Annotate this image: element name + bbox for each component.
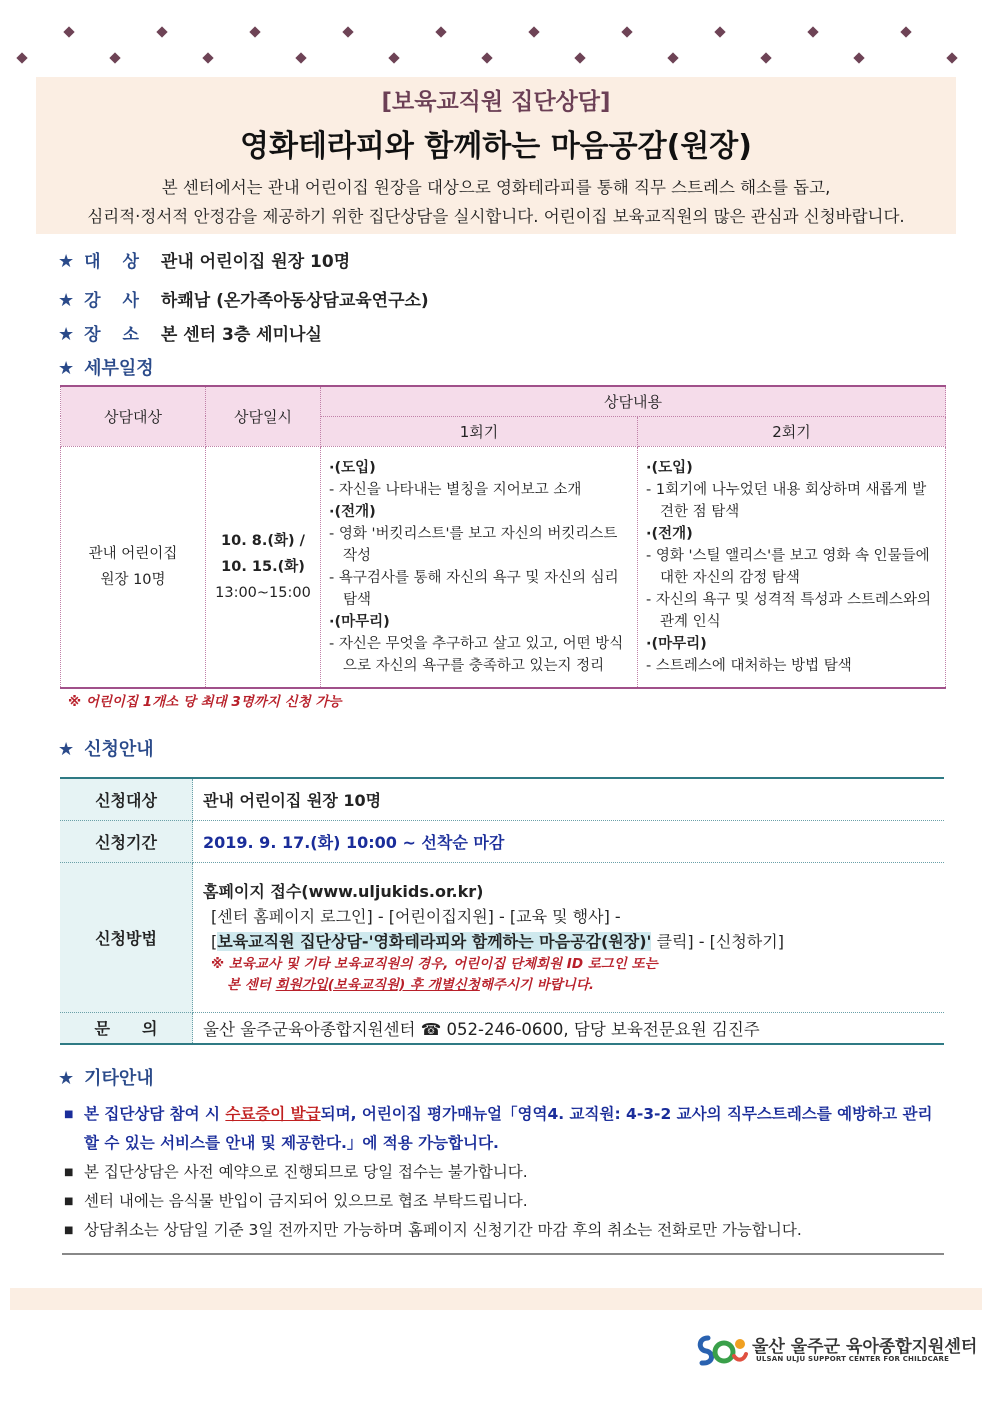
diamond-icon	[667, 52, 678, 63]
session1-content: ·(도입) - 자신을 나타내는 별칭을 지어보고 소개 ·(전개) - 영화 '버킷리스트'를 보고 자신의 버킷리스트 작성 - 욕구검사를 통해 자신의 욕구 및 자신의 심리 탐색 ·(마무리) - 자신은 무엇을 추구하고 살고 있고, 어떤 방식으로 자신의 욕구를 충족하고 있는지 정리	[321, 446, 638, 688]
col-header-target: 상담대상	[61, 386, 206, 446]
diamond-icon	[435, 26, 446, 37]
star-icon: ★	[58, 739, 75, 760]
diamond-icon	[388, 52, 399, 63]
page-subtitle: [보육교직원 집단상담]	[381, 89, 611, 115]
phone-icon: ☎	[420, 1019, 442, 1039]
logo-name: 울산 울주군 육아종합지원센터	[752, 1337, 978, 1357]
diamond-icon	[342, 26, 353, 37]
etc-list	[62, 1100, 944, 1255]
footer-band	[10, 1288, 982, 1310]
apply-period-label: 신청기간	[60, 820, 193, 862]
logo-subtitle: ULSAN ULJU SUPPORT CENTER FOR CHILDCARE	[756, 1355, 950, 1363]
star-icon: ★	[58, 251, 75, 272]
apply-target-label: 신청대상	[60, 778, 193, 820]
apply-method-note-1: ※ 보육교사 및 기타 보육교직원의 경우, 어린이집 단체회원 ID 로그인 또는	[211, 955, 658, 972]
star-icon: ★	[58, 290, 75, 311]
diamond-icon	[528, 26, 539, 37]
info-place-value: 본 센터 3층 세미나실	[160, 325, 322, 345]
diamond-icon	[156, 26, 167, 37]
apply-contact-value: 울산 울주군육아종합지원센터 ☎ 052-246-0600, 담당 보육전문요원 김진주	[193, 1012, 945, 1044]
schedule-note: ※ 어린이집 1개소 당 최대 3명까지 신청 가능	[68, 694, 342, 710]
schedule-table	[60, 385, 946, 689]
apply-period-value: 2019. 9. 17.(화) 10:00 ~ 선착순 마감	[193, 820, 945, 862]
diamond-icon	[900, 26, 911, 37]
etc-item-3: ■ 센터 내에는 음식물 반입이 금지되어 있으므로 협조 부탁드립니다.	[62, 1187, 944, 1216]
diamond-icon	[481, 52, 492, 63]
diamond-icon	[574, 52, 585, 63]
apply-path-line2: [보육교직원 집단상담-'영화테라피와 함께하는 마음공감(원장)' 클릭] - [신청하기]	[211, 931, 784, 951]
col-header-session2: 2회기	[638, 416, 946, 446]
diamond-icon	[853, 52, 864, 63]
apply-method-value	[193, 862, 945, 1012]
etc-item-4: ■ 상담취소는 상담일 기준 3일 전까지만 가능하며 홈페이지 신청기간 마감 후의 취소는 전화로만 가능합니다.	[62, 1216, 944, 1245]
diamond-icon	[202, 52, 213, 63]
diamond-icon	[946, 52, 957, 63]
diamond-icon	[295, 52, 306, 63]
col-header-date: 상담일시	[206, 386, 321, 446]
session2-content: ·(도입) - 1회기에 나누었던 내용 회상하며 새롭게 발견한 점 탐색 ·(전개) - 영화 '스틸 앨리스'를 보고 영화 속 인물들에 대한 자신의 감정 탐색 - 자신의 욕구 및 성격적 특성과 스트레스와의 관계 인식 ·(마무리) - 스트레스에 대처하는 방법 탐색	[638, 446, 946, 688]
apply-method-label: 신청방법	[60, 862, 193, 1012]
apply-target-value: 관내 어린이집 원장 10명	[193, 778, 945, 820]
info-lecturer-label: 강 사	[84, 291, 147, 311]
etc-item-2: ■ 본 집단상담은 사전 예약으로 진행되므로 당일 접수는 불가합니다.	[62, 1158, 944, 1187]
star-icon: ★	[58, 1068, 75, 1089]
intro-line-1: 본 센터에서는 관내 어린이집 원장을 대상으로 영화테라피를 통해 직무 스트레스 해소를 돕고,	[161, 178, 831, 197]
diamond-icon	[621, 26, 632, 37]
col-header-session1: 1회기	[321, 416, 638, 446]
header-banner	[36, 77, 956, 234]
page-title: 영화테라피와 함께하는 마음공감(원장)	[240, 129, 752, 164]
etc-item-1: ■ 본 집단상담 참여 시 수료증이 발급되며, 어린이집 평가매뉴얼「영역4. 교직원: 4-3-2 교사의 직무스트레스를 예방하고 관리할 수 있는 서비스를 안내 및 제공한다.」에 적용 가능합니다.	[62, 1100, 944, 1158]
logo-mark-icon	[694, 1330, 750, 1370]
apply-section-title: ★ 신청안내	[58, 739, 154, 760]
center-logo	[694, 1330, 978, 1370]
intro-text	[36, 173, 956, 231]
homepage-link[interactable]: 홈페이지 접수(www.uljukids.or.kr)	[203, 881, 484, 901]
info-lecturer	[58, 286, 429, 311]
decorative-diamond-row	[0, 22, 992, 62]
apply-contact-label: 문 의	[60, 1012, 193, 1044]
diamond-icon	[63, 26, 74, 37]
apply-table	[60, 777, 944, 1045]
diamond-icon	[249, 26, 260, 37]
diamond-icon	[807, 26, 818, 37]
info-target	[58, 247, 350, 272]
diamond-icon	[714, 26, 725, 37]
diamond-icon	[760, 52, 771, 63]
info-place-label: 장 소	[84, 325, 147, 345]
etc-section-title: ★ 기타안내	[58, 1068, 154, 1089]
diamond-icon	[16, 52, 27, 63]
diamond-icon	[109, 52, 120, 63]
star-icon: ★	[58, 324, 75, 345]
apply-path-line1: [센터 홈페이지 로그인] - [어린이집지원] - [교육 및 행사] -	[211, 906, 621, 926]
star-icon: ★	[58, 358, 75, 379]
intro-line-2: 심리적·정서적 안정감을 제공하기 위한 집단상담을 실시합니다. 어린이집 보육교직원의 많은 관심과 신청바랍니다.	[87, 207, 905, 226]
col-header-content: 상담내용	[321, 386, 946, 416]
schedule-section-title: ★ 세부일정	[58, 358, 154, 379]
apply-method-note-2: 본 센터 회원가입(보육교직원) 후 개별신청해주시기 바랍니다.	[227, 976, 595, 993]
info-lecturer-value: 하쾌남 (온가족아동상담교육연구소)	[160, 291, 429, 311]
schedule-date-cell: 10. 8.(화) / 10. 15.(화) 13:00~15:00	[206, 446, 321, 688]
info-target-label: 대 상	[84, 252, 147, 272]
info-target-value: 관내 어린이집 원장 10명	[160, 252, 351, 272]
info-place	[58, 320, 322, 345]
schedule-target-cell: 관내 어린이집 원장 10명	[61, 446, 206, 688]
